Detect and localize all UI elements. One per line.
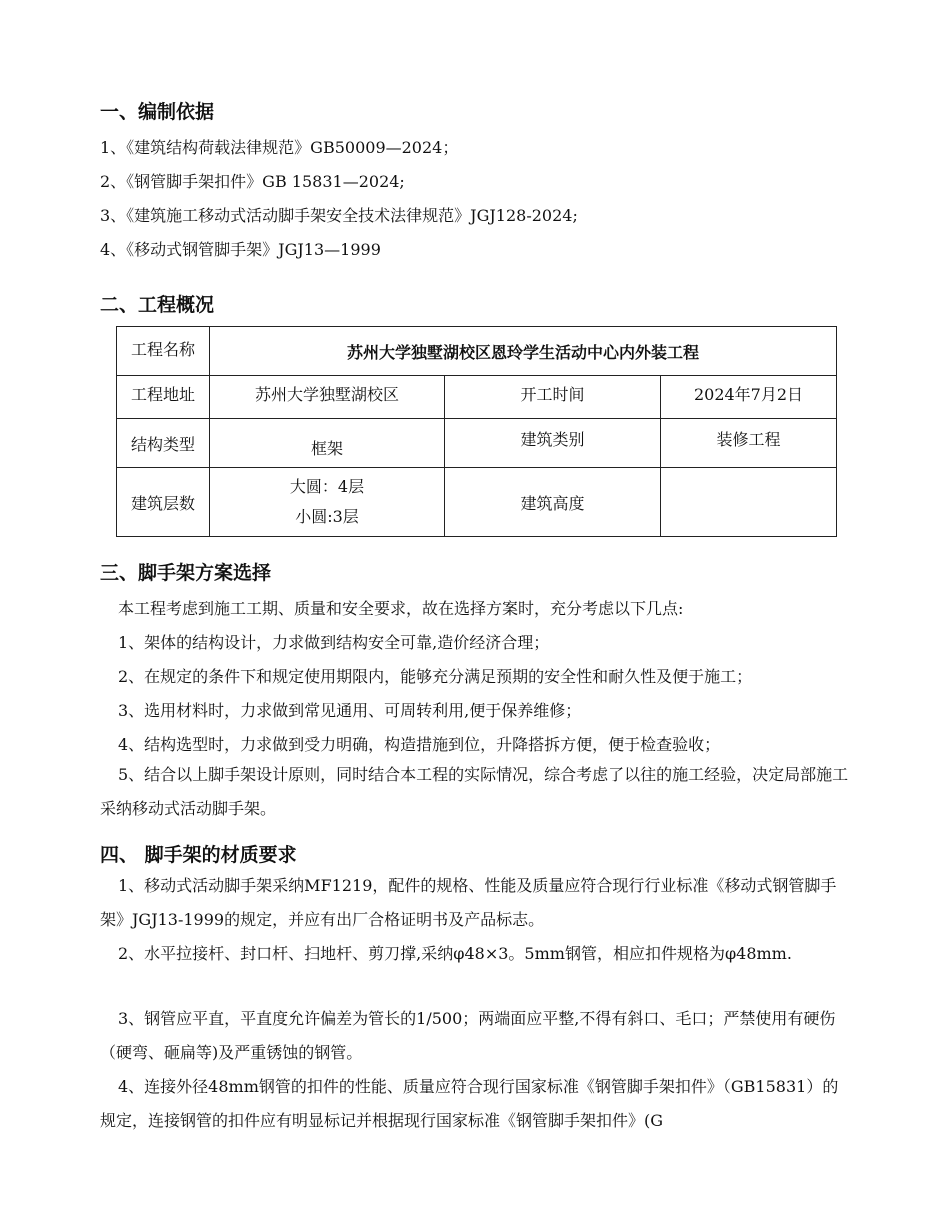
material-item-2: 2、水平拉接杆、封口杆、扫地杆、剪刀撑,采纳φ48×3。5mm钢管，相应扣件规格为φ48mm. [118, 944, 792, 963]
section-3-heading: 三、脚手架方案选择 [100, 562, 272, 584]
start-date-value: 2024年7月2日 [693, 385, 804, 404]
material-item-3: 3、钢管应平直，平直度允许偏差为管长的1/500；两端面应平整,不得有斜口、毛口；严禁使用有硬伤（硬弯、砸扁等)及严重锈蚀的钢管。 [100, 1009, 836, 1062]
project-overview-table [116, 326, 837, 537]
building-category-value: 装修工程 [716, 430, 781, 449]
structure-label-cell [117, 419, 210, 468]
principle-item-4: 4、结构选型时，力求做到受力明确，构造措施到位，升降搭拆方便，便于检查验收； [118, 735, 721, 754]
project-name-label-cell [117, 327, 210, 376]
reference-item-2: 2、《钢管脚手架扣件》GB 15831—2024; [100, 172, 405, 191]
structure-type-label: 结构类型 [130, 434, 195, 454]
address-label: 工程地址 [130, 385, 195, 404]
start-date-cell [661, 376, 837, 419]
principle-item-3: 3、选用材料时，力求做到常见通用、可周转利用,便于保养维修； [118, 701, 582, 720]
address-cell [210, 376, 445, 419]
section-3-intro: 本工程考虑到施工工期、质量和安全要求，故在选择方案时，充分考虑以下几点: [118, 599, 684, 618]
structure-type-value: 框架 [310, 438, 343, 458]
floors-cell [210, 468, 445, 537]
reference-item-1: 1、《建筑结构荷载法律规范》GB50009—2024； [100, 138, 459, 157]
reference-item-3: 3、《建筑施工移动式活动脚手架安全技术法律规范》JGJ128-2024; [100, 206, 578, 225]
address-label-cell [117, 376, 210, 419]
project-name-value: 苏州大学独墅湖校区恩玲学生活动中心内外装工程 [346, 342, 699, 362]
principle-item-2: 2、在规定的条件下和规定使用期限内，能够充分满足预期的安全性和耐久性及便于施工； [118, 667, 753, 686]
project-name-cell [210, 327, 837, 376]
building-height-value [661, 468, 836, 536]
building-category-label: 建筑类别 [520, 430, 585, 449]
section-4-heading: 四、 脚手架的材质要求 [100, 844, 297, 866]
start-label-cell [445, 376, 661, 419]
building-height-label: 建筑高度 [520, 493, 585, 513]
reference-item-4: 4、《移动式钢管脚手架》JGJ13—1999 [100, 240, 381, 259]
floors-small-circle: 小圆:3层 [295, 507, 359, 526]
material-item-1: 1、移动式活动脚手架采纳MF1219，配件的规格、性能及质量应符合现行行业标准《移动式钢管脚手架》JGJ13-1999的规定，并应有出厂合格证明书及产品标志。 [100, 876, 837, 929]
category-label-cell [445, 419, 661, 468]
principle-item-1: 1、架体的结构设计，力求做到结构安全可靠,造价经济合理； [118, 633, 550, 652]
building-floors-value [210, 468, 444, 536]
category-cell [661, 419, 837, 468]
structure-cell [210, 419, 445, 468]
project-name-label: 工程名称 [130, 340, 195, 359]
building-floors-label: 建筑层数 [130, 493, 195, 513]
address-value: 苏州大学独墅湖校区 [254, 385, 399, 404]
floors-label-cell [117, 468, 210, 537]
start-time-label: 开工时间 [520, 385, 585, 404]
section-2-heading: 二、工程概况 [100, 294, 215, 316]
height-cell [661, 468, 837, 537]
floors-large-circle: 大圆：4层 [289, 477, 365, 496]
material-item-4: 4、连接外径48mm钢管的扣件的性能、质量应符合现行国家标准《钢管脚手架扣件》（GB15831）的规定，连接钢管的扣件应有明显标记并根据现行国家标准《钢管脚手架扣件》(G [100, 1077, 839, 1130]
section-1-heading: 一、编制依据 [100, 101, 215, 123]
height-label-cell [445, 468, 661, 537]
principle-item-5: 5、结合以上脚手架设计原则，同时结合本工程的实际情况，综合考虑了以往的施工经验，决定局部施工采纳移动式活动脚手架。 [100, 765, 849, 818]
